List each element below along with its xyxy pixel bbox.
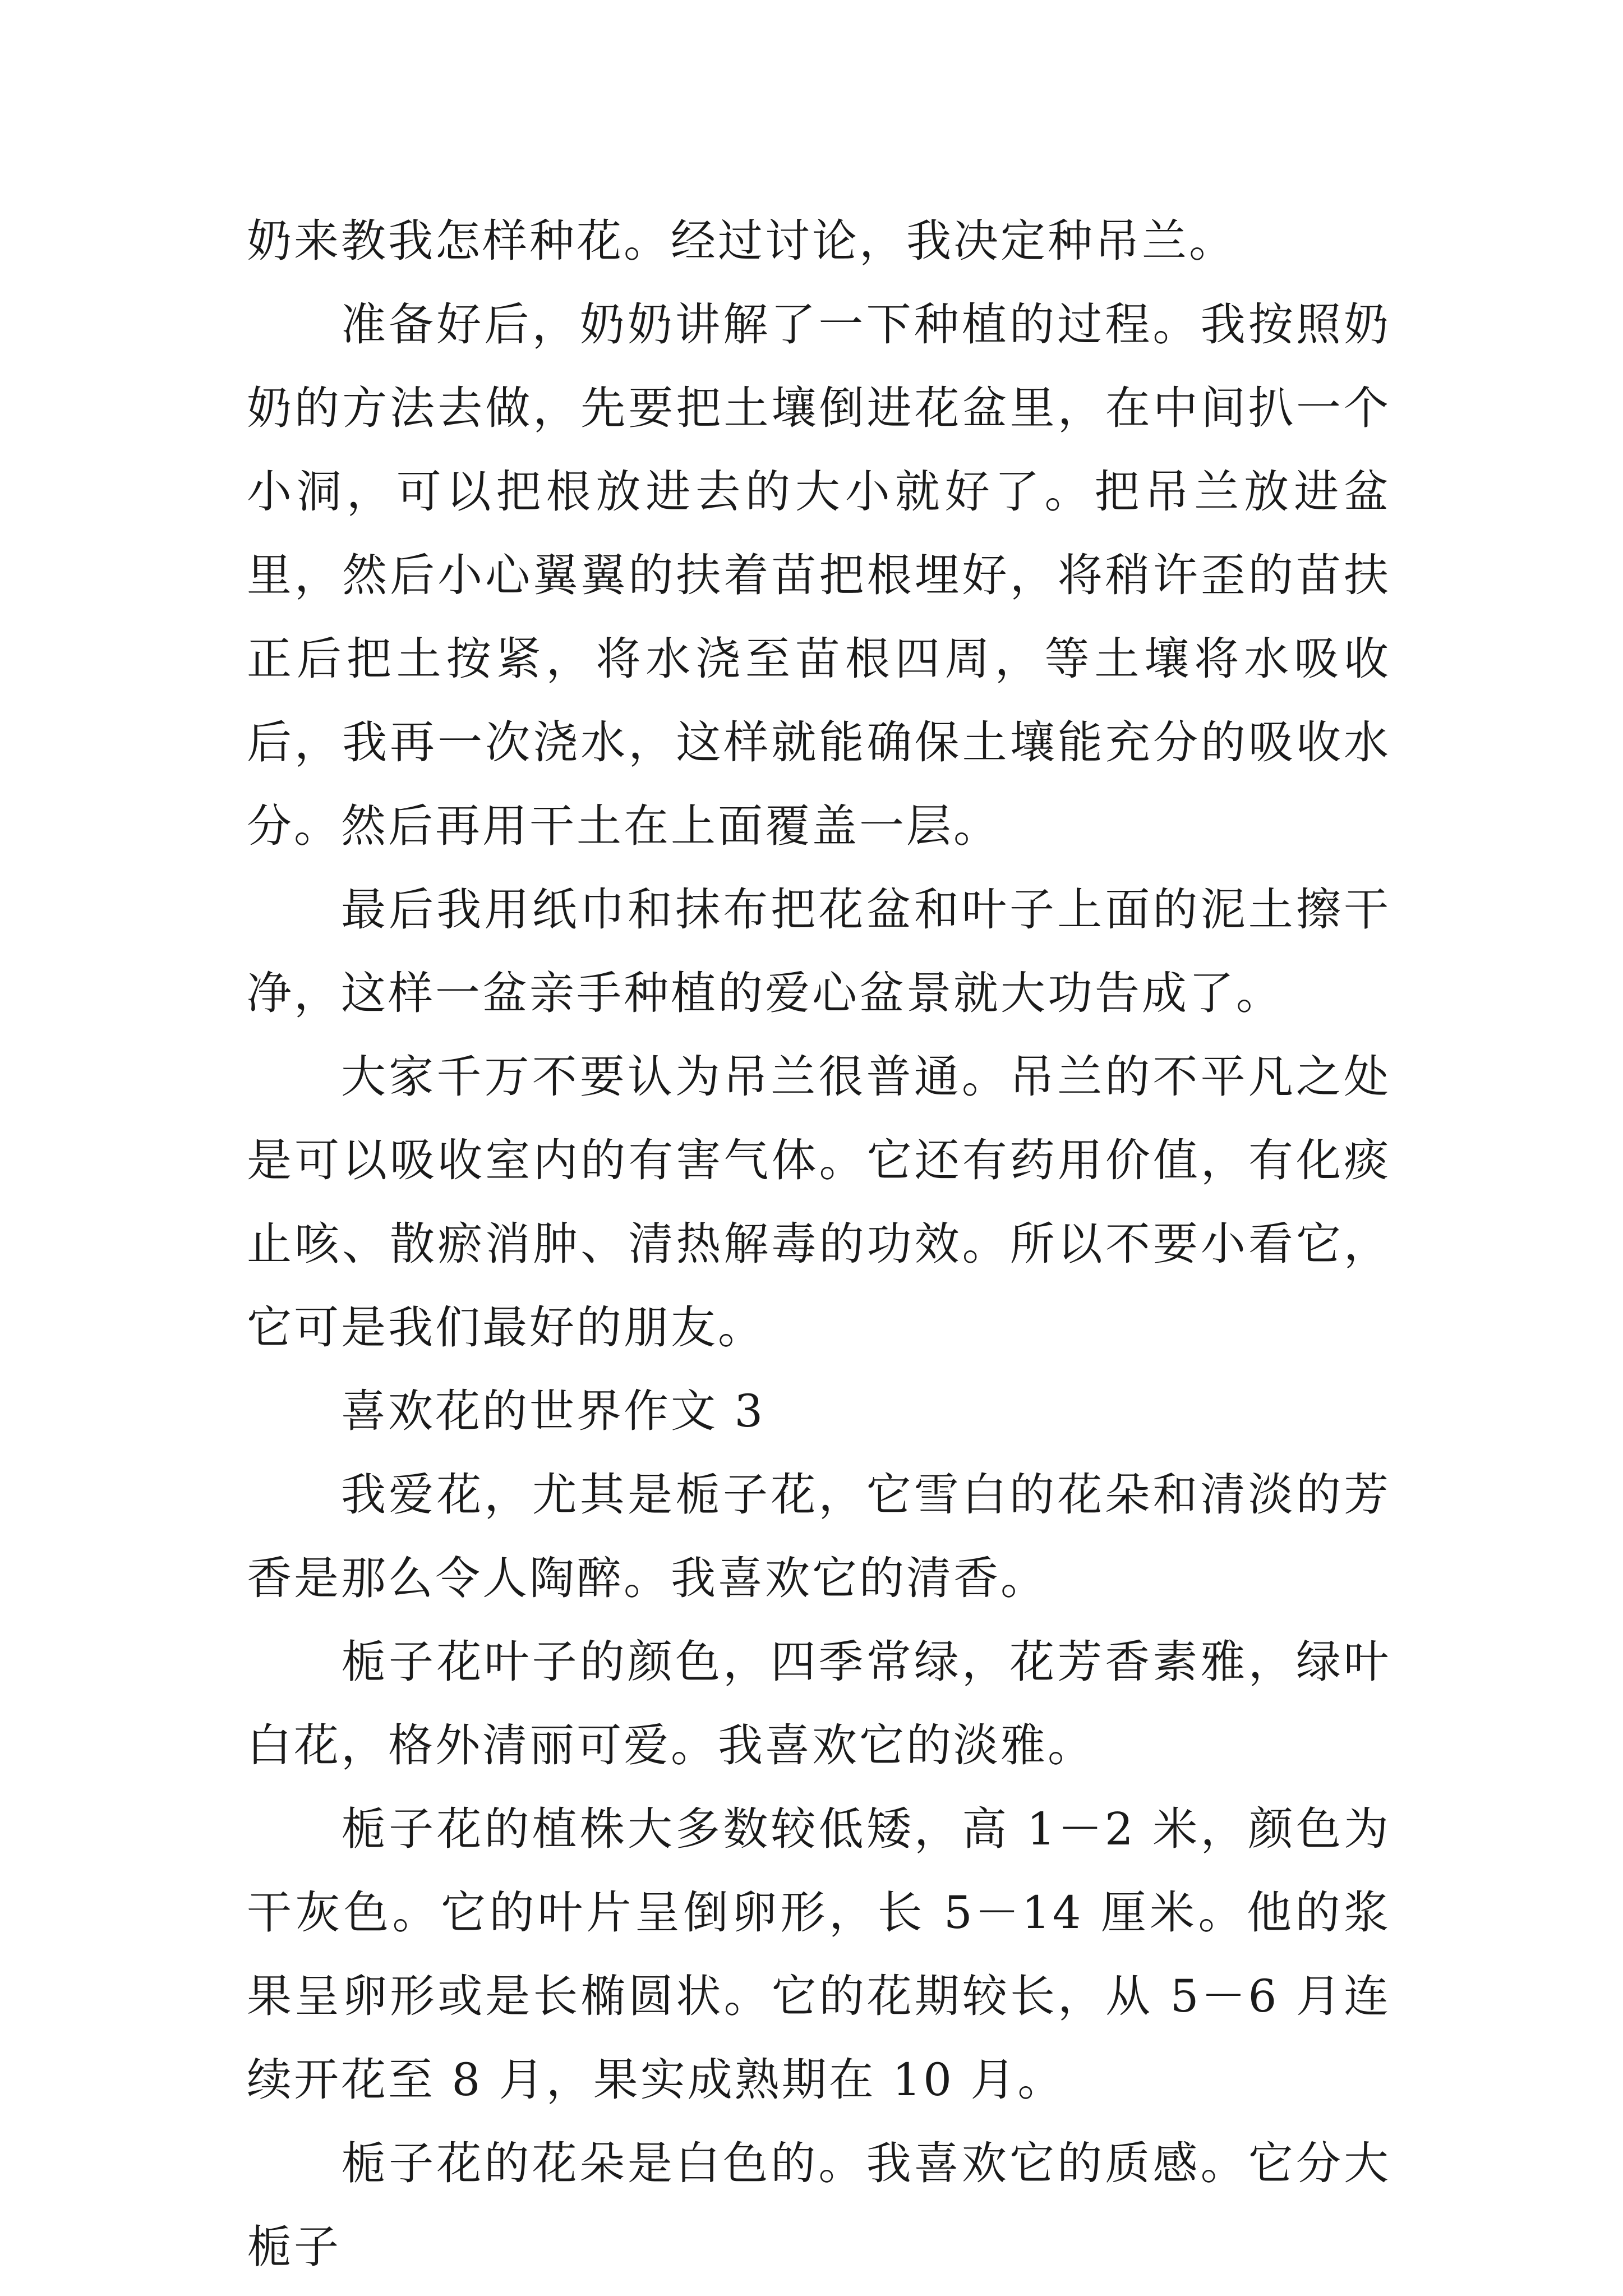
section-heading: 喜欢花的世界作文 3 [341,1385,766,1437]
paragraph-5: 我爱花，尤其是栀子花，它雪白的花朵和清淡的芳香是那么令人陶醉。我喜欢它的清香。 [247,1469,1391,1604]
paragraph-7: 栀子花的植株大多数较低矮，高 1－2 米，颜色为干灰色。它的叶片呈倒卵形，长 5－14 厘米。他的浆果呈卵形或是长椭圆状。它的花期较长，从 5－6 月连续开花至 8 月，果实成熟期在 10 月。 [247,1803,1391,2106]
paragraph-6: 栀子花叶子的颜色，四季常绿，花芳香素雅，绿叶白花，格外清丽可爱。我喜欢它的淡雅。 [247,1636,1391,1772]
paragraph-8: 栀子花的花朵是白色的。我喜欢它的质感。它分大栀子 [247,2137,1391,2273]
paragraph-1: 奶来教我怎样种花。经过讨论，我决定种吊兰。 [247,215,1236,267]
paragraph-4: 大家千万不要认为吊兰很普通。吊兰的不平凡之处是可以吸收室内的有害气体。它还有药用价值，有化痰止咳、散瘀消肿、清热解毒的功效。所以不要小看它，它可是我们最好的朋友。 [247,1051,1391,1354]
paragraph-3: 最后我用纸巾和抹布把花盆和叶子上面的泥土擦干净，这样一盆亲手种植的爱心盆景就大功告成了。 [247,884,1391,1019]
document-body [247,199,1391,2289]
paragraph-2: 准备好后，奶奶讲解了一下种植的过程。我按照奶奶的方法去做，先要把土壤倒进花盆里，在中间扒一个小洞，可以把根放进去的大小就好了。把吊兰放进盆里，然后小心翼翼的扶着苗把根埋好，将稍许歪的苗扶正后把土按紧，将水浇至苗根四周，等土壤将水吸收后，我再一次浇水，这样就能确保土壤能充分的吸收水分。然后再用干土在上面覆盖一层。 [247,298,1391,852]
